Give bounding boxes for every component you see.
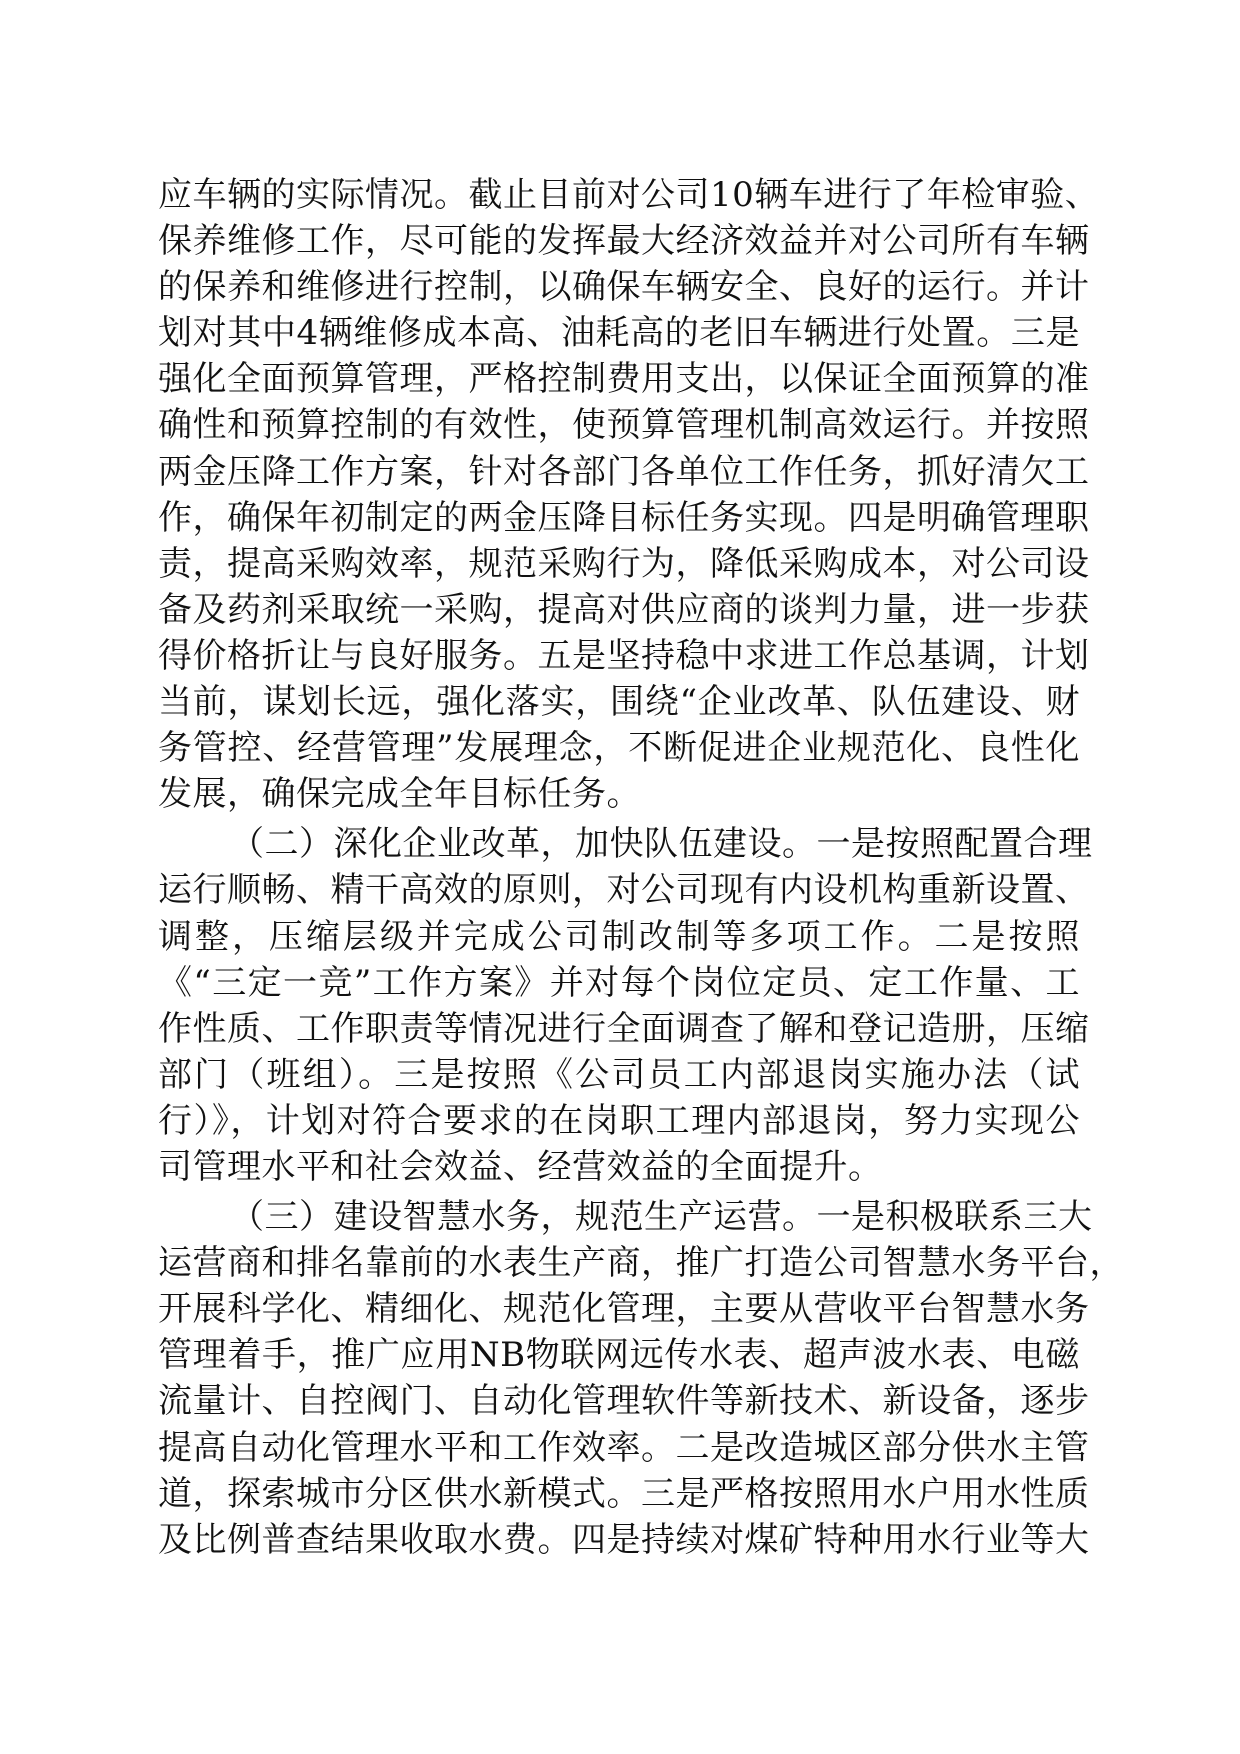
text-line: 两金压降工作方案，针对各部门各单位工作任务，抓好清欠工 bbox=[158, 451, 1090, 492]
text-line: 得价格折让与良好服务。五是坚持稳中求进工作总基调，计划 bbox=[158, 635, 1090, 676]
text-line: 备及药剂采取统一采购，提高对供应商的谈判力量，进一步获 bbox=[158, 589, 1090, 630]
text-line: 确性和预算控制的有效性，使预算管理机制高效运行。并按照 bbox=[158, 405, 1090, 446]
text-line: 作，确保年初制定的两金压降目标任务实现。四是明确管理职 bbox=[158, 497, 1090, 538]
text-line: （二）深化企业改革，加快队伍建设。一是按照配置合理 bbox=[230, 824, 1093, 865]
text-line: 强化全面预算管理，严格控制费用支出，以保证全面预算的准 bbox=[158, 359, 1090, 400]
text-line: 应车辆的实际情况。截止目前对公司10辆车进行了年检审验、 bbox=[158, 175, 1100, 215]
text-line: 行）》，计划对符合要求的在岗职工理内部退岗，努力实现公 bbox=[158, 1100, 1080, 1141]
document-body bbox=[158, 172, 1124, 1563]
text-line: 道，探索城市分区供水新模式。三是严格按照用水户用水性质 bbox=[158, 1473, 1090, 1514]
text-line: 部门（班组）。三是按照《公司员工内部退岗实施办法（试 bbox=[158, 1054, 1080, 1095]
paragraph-smart-water bbox=[158, 1194, 1124, 1563]
text-line: 司管理水平和社会效益、经营效益的全面提升。 bbox=[158, 1146, 883, 1187]
text-line: 当前，谋划长远，强化落实，围绕“企业改革、队伍建设、财 bbox=[158, 682, 1080, 723]
text-line: 提高自动化管理水平和工作效率。二是改造城区部分供水主管 bbox=[158, 1427, 1090, 1468]
text-line: 发展，确保完成全年目标任务。 bbox=[158, 774, 641, 815]
text-line: 管理着手，推广应用NB物联网远传水表、超声波水表、电磁 bbox=[158, 1335, 1080, 1376]
text-line: 保养维修工作，尽可能的发挥最大经济效益并对公司所有车辆 bbox=[158, 221, 1090, 262]
text-line: 的保养和维修进行控制，以确保车辆安全、良好的运行。并计 bbox=[158, 267, 1090, 308]
text-line: 划对其中4辆维修成本高、油耗高的老旧车辆进行处置。三是 bbox=[158, 313, 1080, 354]
text-line: 调整，压缩层级并完成公司制改制等多项工作。二是按照 bbox=[158, 916, 1080, 957]
paragraph-vehicle-budget bbox=[158, 172, 1100, 817]
text-line: 务管控、经营管理”发展理念，不断促进企业规范化、良性化 bbox=[158, 728, 1080, 769]
text-line: 开展科学化、精细化、规范化管理，主要从营收平台智慧水务 bbox=[158, 1289, 1090, 1330]
text-line: 作性质、工作职责等情况进行全面调查了解和登记造册，压缩 bbox=[158, 1008, 1090, 1049]
text-line: 流量计、自控阀门、自动化管理软件等新技术、新设备，逐步 bbox=[158, 1381, 1090, 1422]
text-line: 责，提高采购效率，规范采购行为，降低采购成本，对公司设 bbox=[158, 543, 1090, 584]
text-line: 运营商和排名靠前的水表生产商，推广打造公司智慧水务平台， bbox=[158, 1243, 1124, 1284]
text-line: 及比例普查结果收取水费。四是持续对煤矿特种用水行业等大 bbox=[158, 1519, 1090, 1560]
text-line: 《“三定一竞”工作方案》并对每个岗位定员、定工作量、工 bbox=[158, 962, 1080, 1003]
text-line: （三）建设智慧水务，规范生产运营。一是积极联系三大 bbox=[230, 1197, 1093, 1238]
paragraph-enterprise-reform bbox=[158, 821, 1093, 1190]
text-line: 运行顺畅、精干高效的原则，对公司现有内设机构重新设置、 bbox=[158, 870, 1090, 911]
